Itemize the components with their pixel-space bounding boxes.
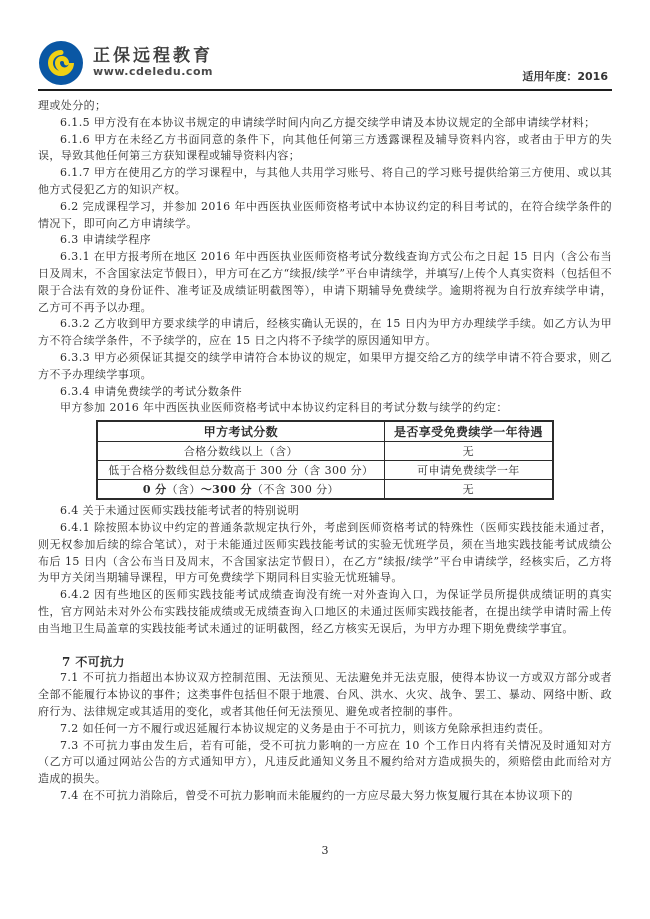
clause-paragraph: 7.4 在不可抗力消除后，曾受不可抗力影响而未能履约的一方应尽最大努力恢复履行其在本协议项下的 — [60, 788, 573, 802]
benefit-cell: 可申请免费续学一年 — [384, 461, 553, 480]
cdel-logo-icon — [38, 40, 84, 86]
score-cell: 低于合格分数线但总分数高于 300 分（含 300 分） — [97, 461, 384, 480]
clause-paragraph: 6.2 完成课程学习，并参加 2016 年中西医执业医师资格考试中本协议约定的科目考试的，在符合续学条件的情况下，即可向乙方申请续学。 — [38, 199, 612, 230]
clause-paragraph: 6.3.1 在甲方报考所在地区 2016 年中西医执业医师资格考试分数线查询方式公布之日起 15 日内（含公布当日及周末，不含国家法定节假日），甲方可在乙方“续报/续学”平台申请续学，并填写/上传个人真实资料（包括但不限于合法有效的身份证件、准考证及成绩证明截图等），申请下期辅导免费续学。逾期将视为自行放弃续学申请，乙方可不再予以办理。 — [38, 250, 612, 314]
benefit-cell: 无 — [384, 480, 553, 500]
applicable-year-label: 适用年度：2016 — [522, 70, 608, 83]
table-row — [97, 442, 553, 461]
clause-paragraph: 7.1 不可抗力指超出本协议双方控制范围、无法预见、无法避免并无法克服，使得本协议一方或双方部分或者全部不能履行本协议的事件；这类事件包括但不限于地震、台风、洪水、火灾、战争、罢工、暴动、网络中断、政府行为、法律规定或其适用的变化，或者其他任何无法预见、避免或者控制的事件。 — [38, 671, 612, 718]
clause-paragraph: 甲方参加 2016 年中西医执业医师资格考试中本协议约定科目的考试分数与续学的约定： — [60, 401, 508, 415]
benefit-cell: 无 — [384, 442, 553, 461]
score-cell: 合格分数线以上（含） — [97, 442, 384, 461]
clause-paragraph: 6.3.3 甲方必须保证其提交的续学申请符合本协议的规定，如果甲方提交给乙方的续学申请不符合要求，则乙方不予办理续学事项。 — [38, 350, 612, 381]
clause-paragraph: 6.3 申请续学程序 — [60, 233, 151, 247]
clause-paragraph: 6.4.1 除按照本协议中约定的普通条款规定执行外，考虑到医师资格考试的特殊性（医师实践技能未通过者，则无权参加后续的综合笔试），对于未能通过医师实践技能考试的实验无忧班学员，须在当地实践技能考试成绩公布后 15 日内（含公布当日及周末，不含国家法定节假日），在乙方“续报/续学”平台申请续学，经核实后，乙方将为甲方关闭当期辅导课程，甲方可免费续学下期同科目实验无忧班辅导。 — [38, 520, 612, 585]
brand-name: 正保远程教育 — [93, 45, 213, 66]
column-header-benefit: 是否享受免费续学一年待遇 — [384, 421, 553, 442]
brand-url: www.cdeledu.com — [93, 65, 213, 79]
section-heading: 7 不可抗力 — [62, 654, 125, 669]
score-agreement-table — [96, 420, 554, 500]
page-number: 3 — [321, 844, 329, 857]
clause-paragraph: 6.4 关于未通过医师实践技能考试者的特别说明 — [60, 504, 300, 518]
clause-paragraph: 6.4.2 因有些地区的医师实践技能考试成绩查询没有统一对外查询入口，为保证学员所提供成绩证明的真实性，官方网站未对外公布实践技能成绩或无成绩查询入口地区的未通过医师实践技能者，在提出续学申请时需上传由当地卫生局盖章的实践技能考试未通过的证明截图，经乙方核实无误后，为甲方办理下期免费续学事宜。 — [38, 588, 612, 635]
table-header-row — [97, 421, 553, 442]
clause-paragraph: 6.3.4 申请免费续学的考试分数条件 — [60, 384, 243, 398]
brand-text — [93, 47, 213, 79]
column-header-score: 甲方考试分数 — [97, 421, 384, 442]
score-segment: （不含 300 分） — [251, 483, 339, 497]
score-segment-bold: 0 分 — [142, 483, 167, 497]
clause-paragraph: 6.3.2 乙方收到甲方要求续学的申请后，经核实确认无误的，在 15 日内为甲方办理续学手续。如乙方认为甲方不符合续学条件，不予续学的，应在 15 日之内将不予续学的原因通知甲方。 — [38, 317, 612, 348]
clauses-before-table — [38, 98, 612, 417]
clause-paragraph: 6.1.7 甲方在使用乙方的学习课程中，与其他人共用学习账号、将自己的学习账号提供给第三方使用、或以其他方式侵犯乙方的知识产权。 — [38, 166, 612, 196]
page-header — [38, 34, 612, 91]
clauses-after-table — [38, 503, 612, 805]
clause-paragraph: 理或处分的； — [38, 99, 107, 112]
table-row — [97, 480, 553, 500]
clause-paragraph: 6.1.5 甲方没有在本协议书规定的申请续学时间内向乙方提交续学申请及本协议规定的全部申请续学材料； — [60, 115, 596, 129]
clause-paragraph: 7.2 如任何一方不履行或迟延履行本协议规定的义务是由于不可抗力，则该方免除承担违约责任。 — [60, 721, 550, 735]
score-cell — [97, 480, 384, 500]
score-segment-bold: ～300 分 — [200, 483, 252, 497]
document-body — [38, 98, 612, 805]
clause-paragraph: 6.1.6 甲方在未经乙方书面同意的条件下，向其他任何第三方透露课程及辅导资料内容，或者由于甲方的失误，导致其他任何第三方获知课程或辅导资料内容； — [38, 132, 612, 163]
table-row — [97, 461, 553, 480]
brand-block — [38, 40, 213, 86]
clause-paragraph: 7.3 不可抗力事由发生后，若有可能，受不可抗力影响的一方应在 10 个工作日内将有关情况及时通知对方（乙方可以通过网站公告的方式通知甲方），凡违反此通知义务且不履约给对方造成损失的，须赔偿由此而给对方造成的损失。 — [38, 738, 612, 786]
score-segment: （含） — [166, 483, 201, 497]
